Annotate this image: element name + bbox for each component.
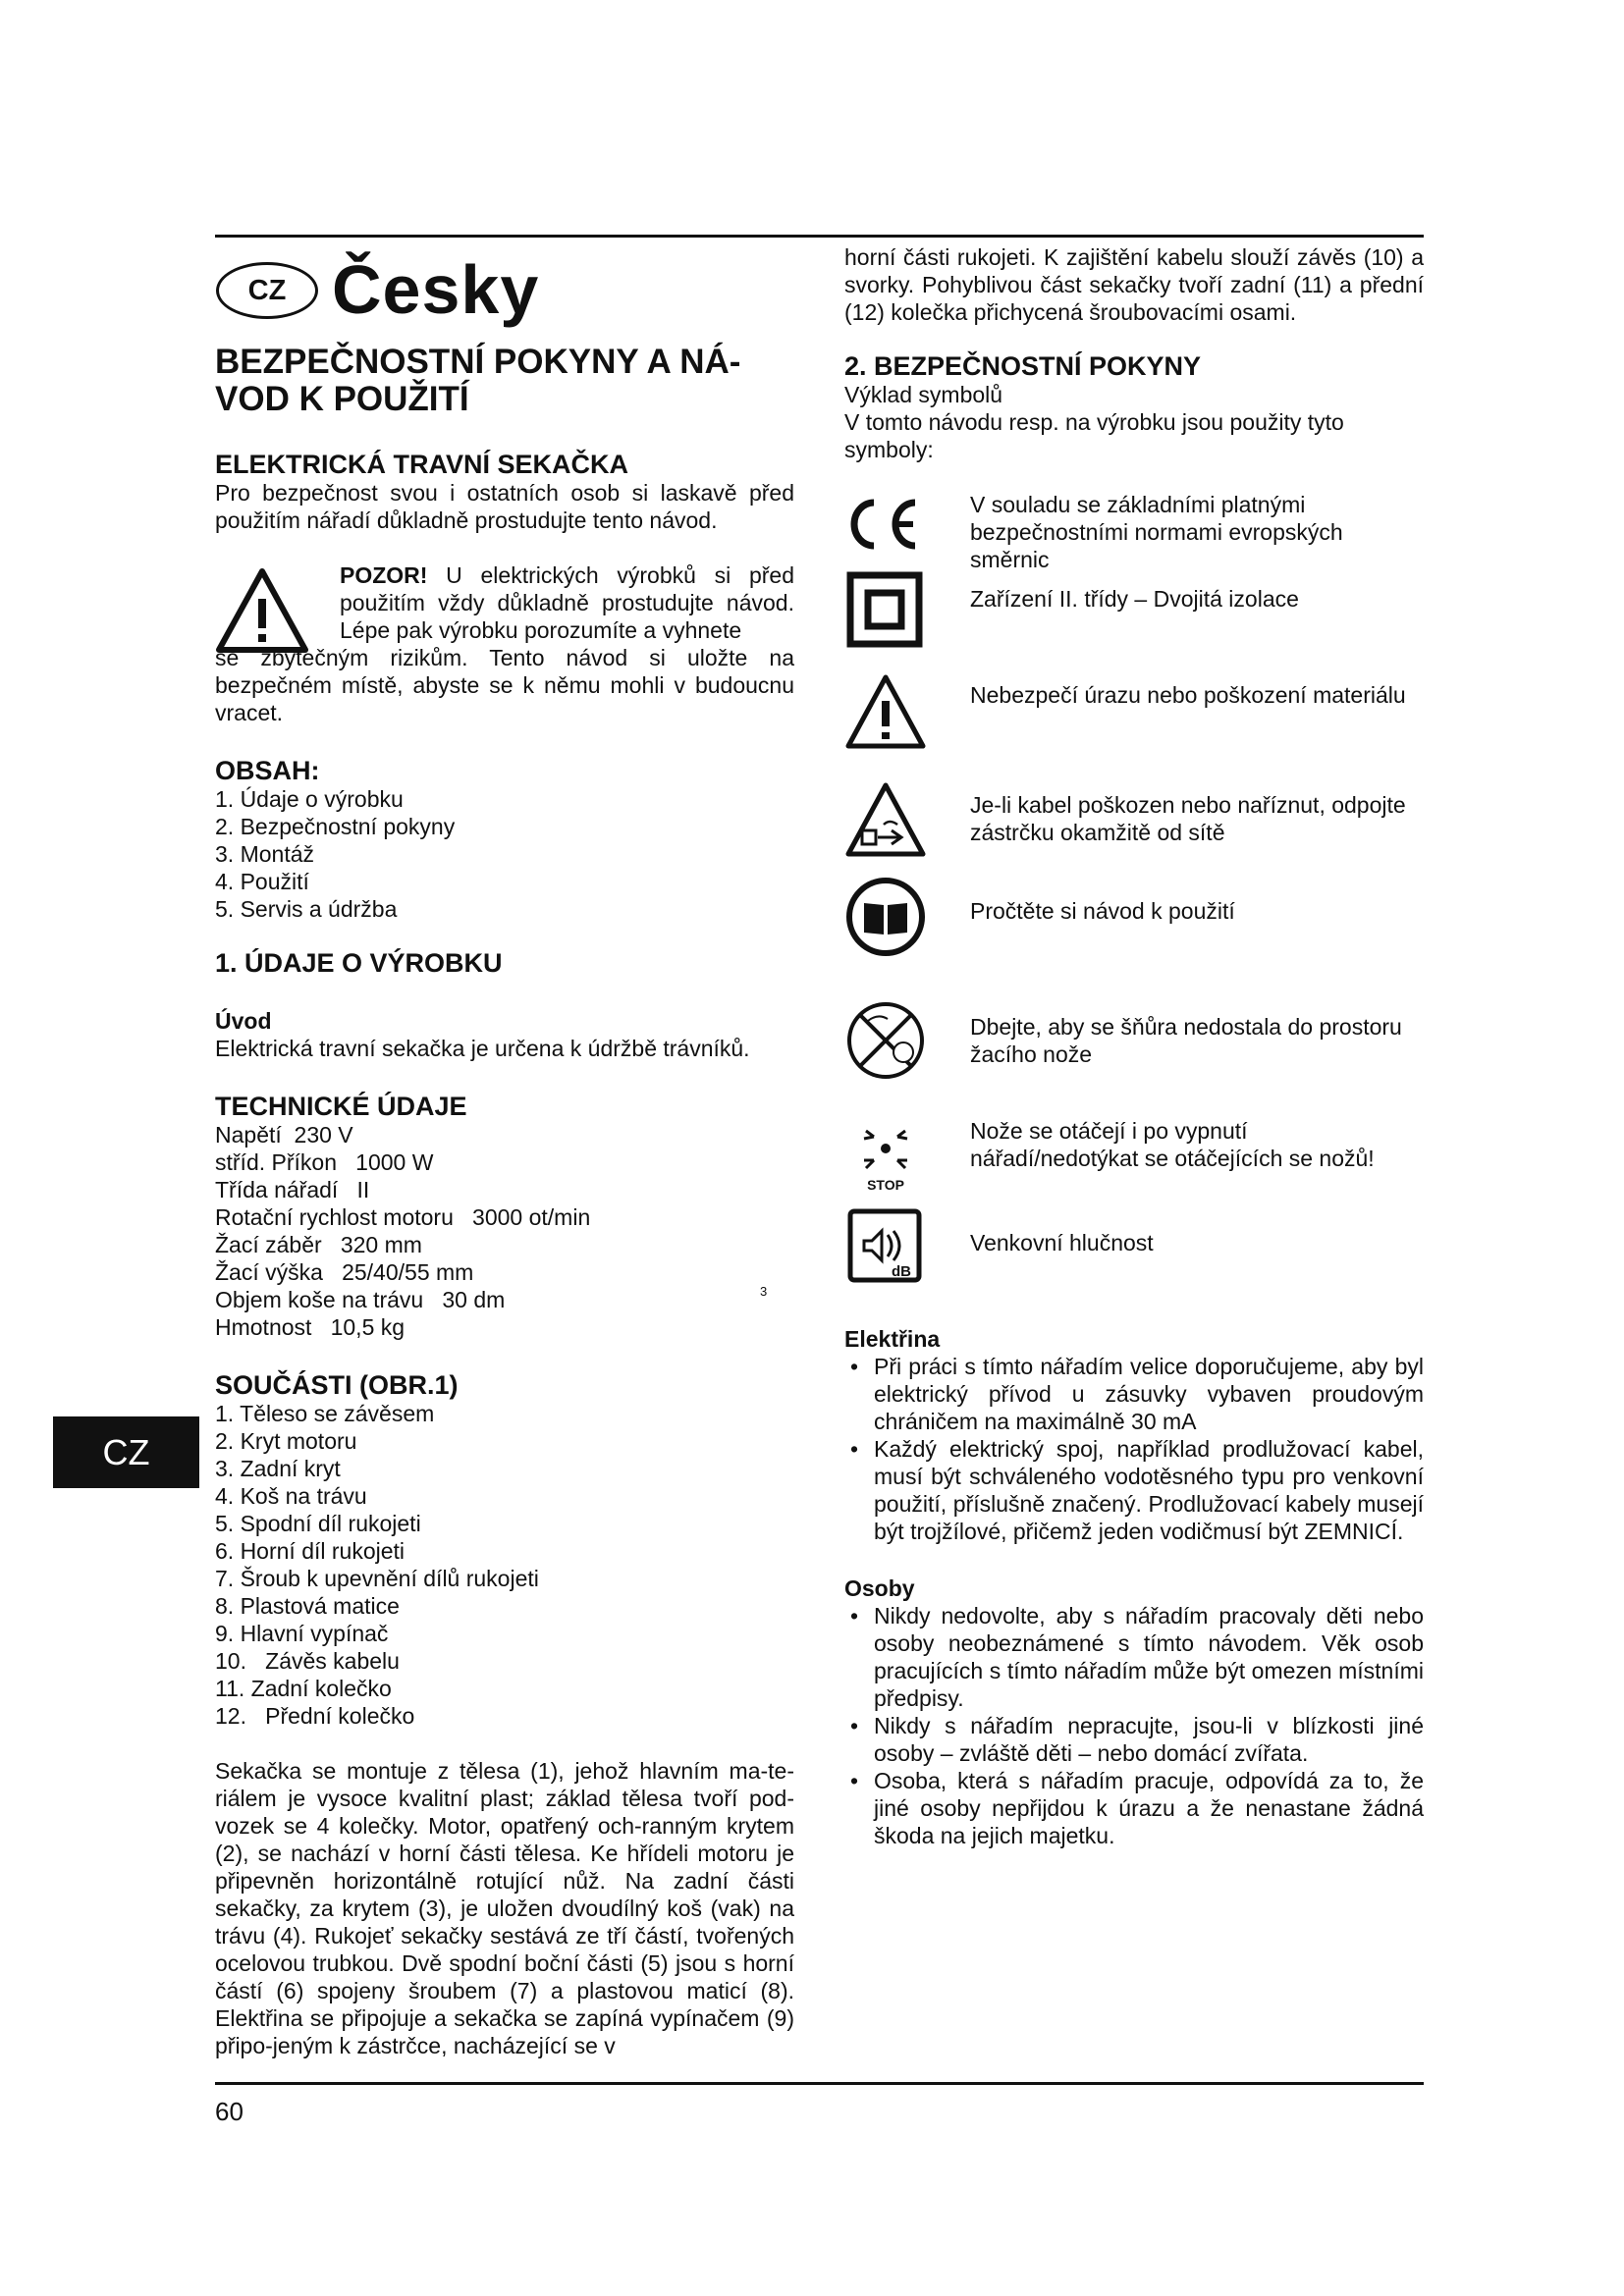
parts-item: 12. Přední kolečko (215, 1703, 415, 1729)
top-rule (215, 235, 1424, 238)
symbol-text: Zařízení II. třídy – Dvojitá izolace (970, 586, 1299, 612)
parts-item: 3. Zadní kryt (215, 1456, 341, 1481)
language-title: Česky (332, 251, 540, 328)
persons-item: • Nikdy s nářadím nepracujte, jsou-li v blízkosti jiné osoby – zvláště děti – nebo domácí zvířata. (844, 1712, 1424, 1767)
symbols-title: Výklad symbolů (844, 382, 1003, 407)
electricity-list (844, 1353, 1424, 1545)
noise-level-icon (844, 1205, 927, 1288)
persons-list (844, 1602, 1424, 1849)
bottom-rule (215, 2082, 1424, 2085)
tech-spec-item: Třída nářadí II (215, 1177, 370, 1202)
continuation-paragraph: horní části rukojeti. K zajištění kabelu slouží závěs (10) a svorky. Pohyblivou část sekačky tvoří zadní (11) a přední (12) kolečka přichycená šroubovacími osami. (844, 244, 1424, 325)
tech-specs (215, 1121, 794, 1341)
stop-label: STOP (867, 1177, 904, 1193)
symbol-text: Venkovní hlučnost (970, 1230, 1154, 1255)
ce-mark-icon (844, 483, 927, 565)
parts-item: 7. Šroub k upevnění dílů rukojeti (215, 1566, 539, 1591)
product-title: ELEKTRICKÁ TRAVNÍ SEKAČKA (215, 450, 629, 479)
symbols-intro: V tomto návodu resp. na výrobku jsou použity tyto symboly: (844, 409, 1344, 462)
warning-head (340, 561, 794, 644)
contents-item: 2. Bezpečnostní pokyny (215, 814, 456, 839)
assembly-paragraph: Sekačka se montuje z tělesa (1), jehož hlavním ma-te-riálem je vysoce kvalitní plast; základ tělesa tvoří pod-vozek se 4 kolečky. Motor, opatřený och-ranným krytem (2), se nachází v horní části tělesa. Ke hřídeli motoru je připevněn horizontálně rotující nůž. Na zadní části sekačky, za krytem (3), je uložen dvoudílný koš (vak) na trávu (4). Rukojeť sekačky sestává ze tří částí, tvořených ocelovou trubkou. Dvě spodní boční části (5) jsou s horní částí (6) spojeny šroubem (7) a plastovou maticí (8). Elektřina se připojuje a sekačka se zapíná vypínačem (9) připo-jeným k zástrčce, nacházející se v (215, 1758, 794, 2058)
parts-item: 8. Plastová matice (215, 1593, 400, 1619)
symbol-text: V souladu se základními platnými bezpečnostními normami evropských směrnic (970, 492, 1343, 572)
electricity-item: • Při práci s tímto nářadím velice doporučujeme, aby byl elektrický přívod u zásuvky vybaven proudovým chráničem na maximálně 30 mA (844, 1353, 1424, 1435)
main-title-line-2: VOD K POUŽITÍ (215, 380, 469, 418)
unplug-cable-icon (844, 779, 927, 862)
symbol-text: Pročtěte si návod k použití (970, 898, 1235, 924)
contents-item: 3. Montáž (215, 841, 314, 867)
persons-title: Osoby (844, 1575, 915, 1601)
main-title-line-1: BEZPEČNOSTNÍ POKYNY A NÁ- (215, 343, 741, 381)
symbol-text: Dbejte, aby se šňůra nedostala do prostoru žacího nože (970, 1014, 1402, 1067)
tech-spec-item: Žací záběr 320 mm (215, 1232, 422, 1257)
electricity-title: Elektřina (844, 1326, 941, 1352)
persons-item: • Nikdy nedovolte, aby s nářadím pracovaly děti nebo osoby neobeznámené s tímto návodem. Věk osob pracujících s tímto nářadím může být omezen místními předpisy. (844, 1602, 1424, 1712)
symbol-text: Je-li kabel poškozen nebo naříznut, odpojte zástrčku okamžitě od sítě (970, 792, 1406, 845)
contents-title: OBSAH: (215, 756, 320, 785)
parts-item: 6. Horní díl rukojeti (215, 1538, 406, 1564)
double-insulation-icon (844, 569, 927, 652)
contents-item: 5. Servis a údržba (215, 896, 398, 922)
contents-list (215, 785, 794, 923)
symbol-text: Nebezpečí úrazu nebo poškození materiálu (970, 682, 1406, 708)
warning-label: POZOR! (340, 562, 428, 588)
parts-item: 2. Kryt motoru (215, 1428, 357, 1454)
intro-text: Elektrická travní sekačka je určena k údržbě trávníků. (215, 1036, 750, 1061)
tech-spec-item: Napětí 230 V (215, 1122, 353, 1148)
parts-item: 10. Závěs kabelu (215, 1648, 400, 1674)
symbol-text: Nože se otáčejí i po vypnutí nářadí/nedotýkat se otáčejících se nožů! (970, 1118, 1375, 1171)
left-column (215, 344, 794, 2059)
contents-item: 1. Údaje o výrobku (215, 786, 404, 812)
warning-triangle-icon (844, 671, 927, 754)
blade-rotation-stop-icon (844, 1113, 927, 1196)
read-manual-icon (844, 876, 927, 958)
warning-triangle-icon (215, 567, 309, 656)
tech-spec-item: stříd. Příkon 1000 W (215, 1149, 434, 1175)
persons-item: • Osoba, která s nářadím pracuje, odpovídá za to, že jiné osoby nepřijdou k úrazu a že nenastane žádná škoda na jejich majetku. (844, 1767, 1424, 1849)
page-number: 60 (215, 2097, 244, 2126)
volume-unit-superscript: 3 (760, 1284, 768, 1299)
contents-item: 4. Použití (215, 869, 309, 894)
parts-list (215, 1400, 794, 1730)
language-side-tab: CZ (53, 1416, 199, 1488)
parts-item: 11. Zadní kolečko (215, 1676, 392, 1701)
db-label: dB (892, 1263, 911, 1280)
tech-spec-item: Rotační rychlost motoru 3000 ot/min (215, 1204, 591, 1230)
tech-title: TECHNICKÉ ÚDAJE (215, 1092, 467, 1121)
section-2-title: 2. BEZPEČNOSTNÍ POKYNY (844, 351, 1202, 381)
parts-item: 4. Koš na trávu (215, 1483, 367, 1509)
right-column (844, 243, 1424, 1849)
cord-blade-icon (844, 999, 927, 1082)
symbols-table (844, 483, 1424, 1288)
main-title (215, 344, 794, 418)
parts-item: 1. Těleso se závěsem (215, 1401, 435, 1426)
warning-block (215, 561, 794, 726)
tech-spec-item: Hmotnost 10,5 kg (215, 1314, 406, 1340)
intro-title: Úvod (215, 1008, 272, 1034)
tech-spec-item: Žací výška 25/40/55 mm (215, 1259, 474, 1285)
parts-item: 5. Spodní díl rukojeti (215, 1511, 421, 1536)
parts-title: SOUČÁSTI (OBR.1) (215, 1370, 459, 1400)
tech-spec-item: Objem koše na trávu 30 dm (215, 1287, 506, 1312)
warning-tail: se zbytečným rizikům. Tento návod si uložte na bezpečném místě, abyste se k němu mohli v budoucnu vracet. (215, 645, 794, 725)
cz-badge: CZ (216, 262, 318, 319)
section-1-title: 1. ÚDAJE O VÝROBKU (215, 948, 503, 978)
warning-head-text: U elektrických výrobků si před použitím vždy důkladně prostudujte návod. Lépe pak výrobku porozumíte a vyhnete (340, 562, 794, 643)
intro-paragraph: Pro bezpečnost svou i ostatních osob si laskavě před použitím nářadí důkladně prostudujte tento návod. (215, 480, 794, 533)
parts-item: 9. Hlavní vypínač (215, 1621, 389, 1646)
electricity-item: • Každý elektrický spoj, například prodlužovací kabel, musí být schváleného vodotěsného typu pro venkovní použití, příslušně značený. Prodlužovací kabely musejí být trojžílové, přičemž jeden vodičmusí být ZEMNICÍ. (844, 1435, 1424, 1545)
